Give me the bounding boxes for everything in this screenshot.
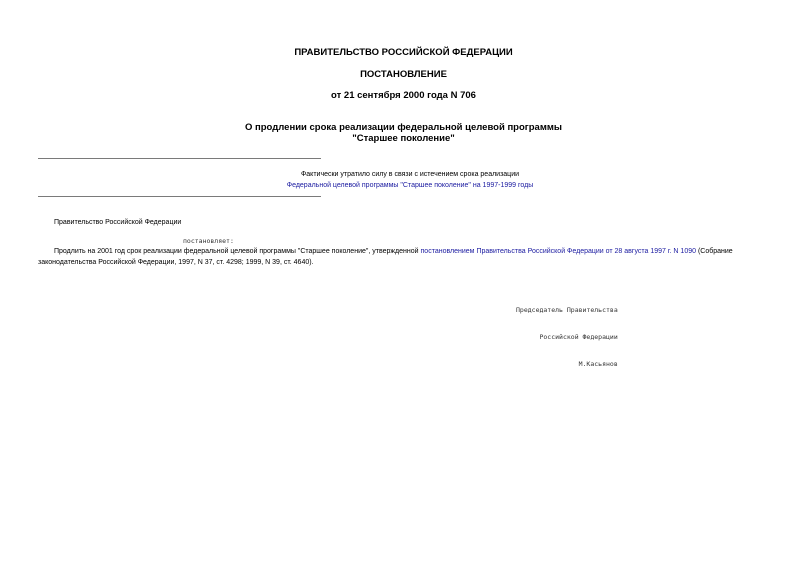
signature-name: М.Касьянов <box>578 360 618 368</box>
document-date-number: от 21 сентября 2000 года N 706 <box>331 90 476 101</box>
program-link[interactable]: Федеральной целевой программы "Старшее поколение" на 1997-1999 годы <box>286 182 534 189</box>
document-title-line-2: "Старшее поколение" <box>352 133 455 144</box>
status-note: Фактически утратило силу в связи с истечением срока реализации <box>300 171 520 178</box>
status-note-link-line <box>230 181 590 190</box>
paragraph-text-start: Продлить на 2001 год срок реализации федеральной целевой программы "Старшее поколение", утвержденной <box>54 248 421 255</box>
divider-top <box>38 158 321 159</box>
paragraph-line-2: законодательства Российской Федерации, 1997, N 37, ст. 4298; 1999, N 39, ст. 4640). <box>38 259 314 266</box>
paragraph-line-1 <box>54 247 733 257</box>
document-title-line-1: О продлении срока реализации федеральной целевой программы <box>244 122 563 133</box>
signature-organization: Российской Федерации <box>539 333 618 341</box>
government-label: Правительство Российской Федерации <box>54 219 182 226</box>
decree-word: постановляет: <box>183 237 234 245</box>
paragraph-text-end: (Собрание <box>696 248 733 255</box>
signature-block <box>516 288 618 387</box>
document-type: ПОСТАНОВЛЕНИЕ <box>360 69 447 80</box>
divider-bottom <box>38 196 321 197</box>
resolution-link[interactable]: постановлением Правительства Российской Федерации от 28 августа 1997 г. N 1090 <box>420 248 697 255</box>
signature-position: Председатель Правительства <box>516 306 618 314</box>
government-heading: ПРАВИТЕЛЬСТВО РОССИЙСКОЙ ФЕДЕРАЦИИ <box>294 47 513 58</box>
